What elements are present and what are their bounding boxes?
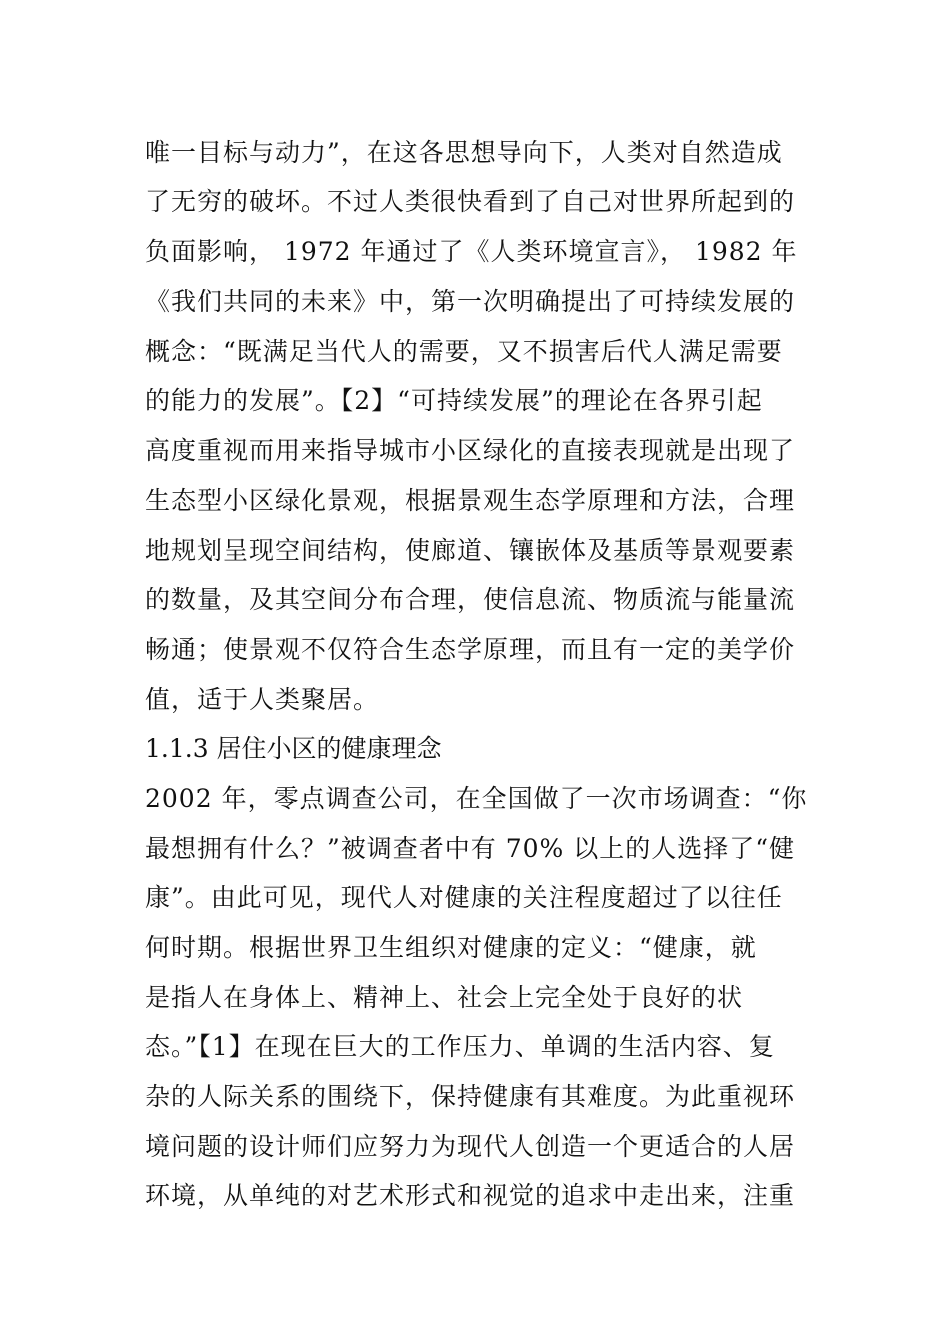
paragraph-line: 值，适于人类聚居。: [145, 685, 380, 714]
paragraph-line: 负面影响， 1972 年通过了《人类环境宣言》， 1982 年: [145, 237, 798, 266]
paragraph-line: 《我们共同的未来》中，第一次明确提出了可持续发展的: [145, 287, 796, 316]
paragraph-line: 何时期。根据世界卫生组织对健康的定义：“健康，就: [145, 933, 757, 962]
paragraph-line: 唯一目标与动力”，在这各思想导向下，人类对自然造成: [145, 138, 783, 167]
paragraph-line: 畅通；使景观不仅符合生态学原理，而且有一定的美学价: [145, 635, 796, 664]
paragraph-line: 康”。由此可见，现代人对健康的关注程度超过了以往任: [145, 883, 783, 912]
paragraph-line: 的数量，及其空间分布合理，使信息流、物质流与能量流: [145, 585, 796, 614]
paragraph-line: 了无穷的破坏。不过人类很快看到了自己对世界所起到的: [145, 187, 796, 216]
paragraph-line: 最想拥有什么？”被调查者中有 70% 以上的人选择了“健: [145, 834, 796, 863]
paragraph-line: 高度重视而用来指导城市小区绿化的直接表现就是出现了: [145, 436, 796, 465]
paragraph-line: 生态型小区绿化景观，根据景观生态学原理和方法，合理: [145, 486, 796, 515]
paragraph-line: 是指人在身体上、精神上、社会上完全处于良好的状: [145, 983, 744, 1012]
paragraph-line: 概念：“既满足当代人的需要，又不损害后代人满足需要: [145, 337, 783, 366]
paragraph-line: 环境，从单纯的对艺术形式和视觉的追求中走出来，注重: [145, 1181, 796, 1210]
paragraph-line: 2002 年，零点调查公司，在全国做了一次市场调查：“你: [145, 784, 808, 813]
section-heading: 1.1.3 居住小区的健康理念: [145, 734, 442, 763]
paragraph-line: 境问题的设计师们应努力为现代人创造一个更适合的人居: [145, 1132, 796, 1161]
paragraph-line: 态。”【1】在现在巨大的工作压力、单调的生活内容、复: [145, 1032, 775, 1061]
paragraph-line: 杂的人际关系的围绕下，保持健康有其难度。为此重视环: [145, 1082, 796, 1111]
paragraph-line: 的能力的发展”。【2】“可持续发展”的理论在各界引起: [145, 386, 763, 415]
paragraph-line: 地规划呈现空间结构，使廊道、镶嵌体及基质等景观要素: [145, 536, 796, 565]
